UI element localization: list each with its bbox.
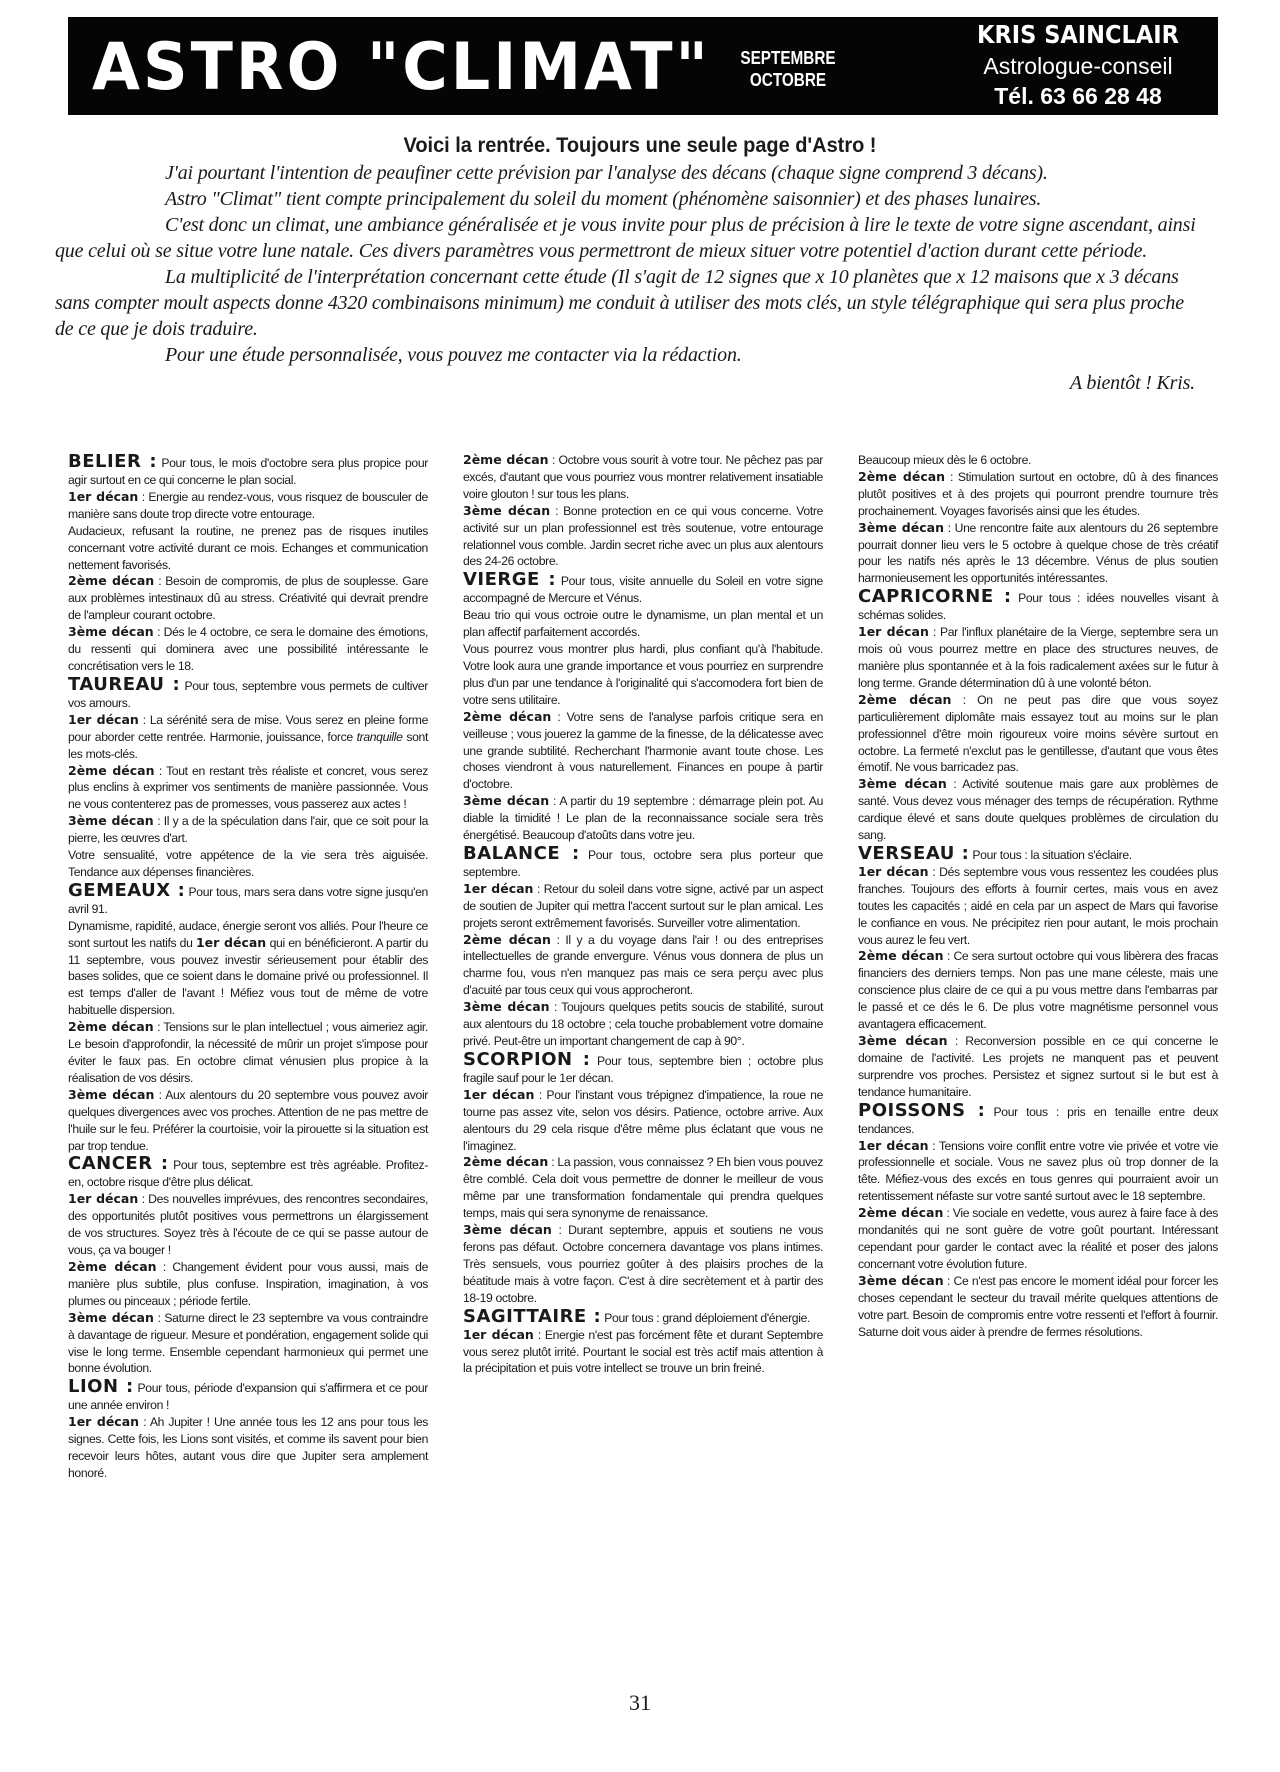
sign-title: TAUREAU : [68, 673, 181, 695]
decan-label: 2ème décan [858, 948, 944, 964]
sign-title: VERSEAU : [858, 842, 970, 864]
decan-text: Des nouvelles imprévues, des rencontres secondaires, des opportunités plutôt positives vous permettrons un élargissement de vos structures. Soyez très à l'écoute de ce qui se passe autour de vous, ça va bouger ! [68, 1192, 428, 1258]
header-banner [68, 17, 1218, 115]
sign-intro: Pour tous : grand déploiement d'énergie. [604, 1310, 811, 1325]
decan-text: Tout en restant très réaliste et concret, vous serez plus enclins à exprimer vos sentiments de manière passionnée. Vous ne vous contenterez pas de promesses, vous passerez aux actes ! [68, 763, 429, 812]
sign-section-taureau: TAUREAU : Pour tous, septembre vous permets de cultiver vos amours. 1er décan : La sérénité sera de mise. Vous serez en pleine forme pour aborder cette rentrée. Harmonie, jouissance, force tranquille sont les mots-clés. 2ème décan : Tout en restant très réaliste et concret, vous serez plus enclins à exprimer vos sentiments de manière passionnée. Vous ne vous contenterez pas de promesses, vous passerez aux actes ! 3ème décan : Il y a de la spéculation dans l'air, que ce soit pour la pierre, les œuvres d'art. Votre sensualité, votre appétence de la vie sera très aiguisée. Tendance aux dépenses financières. [68, 673, 429, 879]
decan-text: Par l'influx planétaire de la Vierge, septembre sera un mois où vous pourrez mettre en place des structures neuves, de manière plus spontannée et à la fois radicalement axées sur le futur à long terme. Grande détermination dû à une volonté béton. [858, 625, 1218, 690]
sign-intro: Pour tous : pris en tenaille entre deux tendances. [858, 1104, 1218, 1136]
intro-paragraph: Astro "Climat" tient compte principalement du soleil du moment (phénomène saisonnier) et des phases lunaires. [165, 188, 1042, 210]
decan-text: Activité soutenue mais gare aux problèmes de santé. Vous devez vous ménager des temps de récupération. Rythme cardique élevé et sans doute quelques problèmes de circulation du sang. [858, 777, 1218, 843]
decan-label: 1er décan [858, 1137, 929, 1153]
decan-label: 1er décan [463, 1086, 535, 1102]
sign-section-gemeaux: GEMEAUX : Pour tous, mars sera dans votre signe jusqu'en avril 91. Dynamisme, rapidité, audace, énergie seront vos alliés. Pour l'heure ce sont surtout les natifs du 1er décan qui en bénéficieront. A partir du 11 septembre, vous pouvez investir sérieusement pour établir des bases solides, que ce soient dans le domaine privé ou professionnel. Il est temps d'aller de l'avant ! Méfiez vous tout de même de votre habituelle dispersion. 2ème décan : Tensions sur le plan intellectuel ; vous aimeriez agir. Le besoin d'approfondir, la nécessité de mûrir un projet s'impose pour éviter le faux pas. En octobre climat vénusien plus propice à la réalisation de vos désirs. 3ème décan : Aux alentours du 20 septembre vous pouvez avoir quelques divergences avec vos proches. Attention de ne pas mettre de l'huile sur le feu. Préférer la courtoisie, voir la pirouette si la situation est par trop tendue. [68, 879, 429, 1153]
decan-label: 3ème décan [463, 793, 550, 809]
author-phone: Tél. 63 66 28 48 [994, 83, 1162, 109]
decan-text: Saturne direct le 23 septembre va vous contraindre à davantage de rigueur. Mesure et pondération, engagement solide qui vise le long terme. Ensemble cependant harmonieux qui permet une bonne évolution. [68, 1310, 429, 1376]
decan-label: 1er décan [463, 880, 534, 896]
decan-label: 3ème décan [68, 1086, 155, 1102]
decan-text: Dés septembre vous vous ressentez les coudées plus franches. Toujours des efforts à fournir certes, mais vous en avez toutes les capacités ; aidé en cela par un aspect de Mars qui favorise le confiance en vous. Ne précipitez rien pour autant, le mois prochain vous aurez le feu vert. [858, 864, 1218, 947]
sign-intro: Pour tous, visite annuelle du Soleil en votre signe accompagné de Mercure et Vénus. [463, 574, 823, 606]
sign-intro: Pour tous, septembre bien ; octobre plus fragile sauf pour le 1er décan. [463, 1053, 823, 1085]
sign-section-cancer: CANCER : Pour tous, septembre est très agréable. Profitez-en, octobre risque d'être plus délicat. 1er décan : Des nouvelles imprévues, des rencontres secondaires, des opportunités plutôt positives vous permettrons un élargissement de vos structures. Soyez très à l'écoute de ce qui se passe autour de vous, ça va bouger ! 2ème décan : Changement évident pour vous aussi, mais de manière plus subtile, plus confuse. Inspiration, imagination, à vos plumes ou pinceaux ; période fertile. 3ème décan : Saturne direct le 23 septembre va vous contraindre à davantage de rigueur. Mesure et pondération, engagement solide qui vise le long terme. Ensemble cependant harmonieux qui permet une bonne évolution. [68, 1153, 429, 1376]
decan-text: Energie au rendez-vous, vous risquez de bousculer de manière sans doute trop directe votre entourage. [68, 489, 428, 521]
decan-text: Aux alentours du 20 septembre vous pouvez avoir quelques divergences avec vos proches. Attention de ne pas mettre de l'huile sur le feu. Préférer la courtoisie, voir la pirouette si la situation est par trop tendue. [68, 1087, 429, 1153]
decan-text: Reconversion possible en ce qui concerne le domaine de l'activité. Les projets ne manquent pas et peuvent surprendre vos proches. Persistez et signez surtout si le but est à tendance humanitaire. [858, 1034, 1219, 1099]
decan-label: 1er décan [68, 1191, 139, 1207]
decan-label: 3ème décan [68, 624, 154, 640]
decan-label: 3ème décan [858, 519, 944, 535]
sign-section-scorpion: SCORPION : Pour tous, septembre bien ; octobre plus fragile sauf pour le 1er décan. 1er décan : Pour l'instant vous trépignez d'impatience, la roue ne tourne pas assez vite, selon vos désirs. Patience, octobre arrive. Aux alentours du 29 cela risque d'être même plus éclatant que vous ne l'imaginez. 2ème décan : La passion, vous connaissez ? Eh bien vous pouvez être comblé. Cela doit vous permettre de donner le meilleur de vous même par une transformation fondamentale qui prendra quelques temps, mais qui sera synonyme de renaissance. 3ème décan : Durant septembre, appuis et soutiens ne vous ferons pas défaut. Octobre concernera davantage vos plans intimes. Très sensuels, vous pourriez goûter à des plaisirs proches de la béatitude mais à votre façon. C'est à dire secrètement et à partir des 18-19 octobre. [463, 1048, 824, 1305]
author-block [948, 19, 1208, 111]
decan-label: 3ème décan [68, 813, 154, 829]
sign-intro: Pour tous, octobre sera plus porteur que septembre. [463, 847, 823, 879]
decan-label: 3ème décan [858, 1272, 944, 1288]
decan-label: 1er décan [858, 624, 929, 640]
intro-paragraph: C'est donc un climat, une ambiance généralisée et je vous invite pour plus de précision à lire le texte de votre signe ascendant, ainsi que celui où se situe votre lune natale. Ces divers paramètres vous permettront de mieux situer votre potentiel d'action durant cette période. [55, 214, 1196, 262]
sign-title: POISSONS : [858, 1099, 986, 1121]
sign-title: CANCER : [68, 1153, 169, 1175]
decan-text: Bonne protection en ce qui vous concerne. Votre activité sur un plan professionnel est très soutenue, votre entourage relationnel vous comble. Jardin secret riche avec un plus aux alentours des 24-26 octobre. [463, 503, 824, 569]
decan-text: Pour l'instant vous trépignez d'impatience, la roue ne tourne pas assez vite, selon vos désirs. Patience, octobre arrive. Aux alentours du 29 cela risque d'être même plus éclatant que vous ne l'imaginez. [463, 1087, 824, 1153]
sign-section-lion-cont: 2ème décan : Octobre vous sourit à votre tour. Ne pêchez pas par excés, d'autant que vous pourriez vous montrer relativement insatiable voire glouton ! sur tous les plans. 3ème décan : Bonne protection en ce qui vous concerne. Votre activité sur un plan professionnel est très soutenue, votre entourage relationnel vous comble. Jardin secret riche avec un plus aux alentours des 24-26 octobre. [463, 452, 824, 569]
sign-intro: Pour tous, septembre est très agréable. Profitez-en, octobre risque d'être plus délicat. [68, 1158, 429, 1190]
decan-label: 2ème décan [463, 452, 549, 467]
decan-text: Votre sensualité, votre appétence de la vie sera très aiguisée. Tendance aux dépenses financières. [68, 848, 428, 879]
sign-intro: Pour tous, période d'expansion qui s'affirmera et ce pour une année environ ! [68, 1381, 428, 1413]
sign-section-sagittaire: SAGITTAIRE : Pour tous : grand déploiement d'énergie. 1er décan : Energie n'est pas forcément fête et durant Septembre vous serez plutôt irrité. Pourtant le social est très actif mais attention à la précipitation et puis votre intellect se trouve un brin freiné. [463, 1305, 823, 1376]
sign-section-belier: BELIER : Pour tous, le mois d'octobre sera plus propice pour agir surtout en ce qui concerne le plan social. 1er décan : Energie au rendez-vous, vous risquez de bousculer de manière sans doute trop directe votre entourage. Audacieux, refusant la routine, ne prenez pas de risques inutiles concernant votre activité durant ce mois. Echanges et communication nettement favorisés. 2ème décan : Besoin de compromis, de plus de souplesse. Gare aux problèmes intestinaux dû au stress. Créativité qui devrait prendre de l'ampleur courant octobre. 3ème décan : Dés le 4 octobre, ce sera le domaine des émotions, du ressenti qui dominera avec une possibilité intéressante le concrétisation vers le 18. [68, 451, 429, 673]
decan-text: Votre sens de l'analyse parfois critique sera en veilleuse ; vous jouerez la gamme de la finesse, de la délicatesse avec une grande subtilité. Recherchant l'harmonie avant toute chose. Les choses viendront à vous naturellement. Finances en poupe à partir d'octobre. [463, 709, 824, 792]
author-name: KRIS SAINCLAIR [977, 20, 1179, 49]
column-2 [463, 452, 823, 1482]
intro-heading: Voici la rentrée. Toujours une seule page d'Astro ! [403, 134, 877, 157]
decan-label: 1er décan [68, 488, 139, 504]
sign-intro: Pour tous, mars sera dans votre signe jusqu'en avril 91. [68, 884, 428, 916]
decan-text: Ce sera surtout octobre qui vous libèrera des fracas financiers des derniers temps. Non pas une mane céleste, mais une conscience plus claire de ce qui a pu vous mettre dans l'embarras par le passé et ce dés le 6. De plus votre magnétisme personnel vous avantagera efficacement. [858, 949, 1219, 1032]
decan-text: Octobre vous sourit à votre tour. Ne pêchez pas par excés, d'autant que vous pourriez vous montrer relativement insatiable voire glouton ! sur tous les plans. [463, 453, 824, 501]
sign-section-capricorne: CAPRICORNE : Pour tous : idées nouvelles visant à schémas solides. 1er décan : Par l'influx planétaire de la Vierge, septembre sera un mois où vous pourrez mettre en place des structures neuves, de manière plus spontannée et à la fois radicalement axées sur le futur à long terme. Grande détermination dû à une volonté béton. 2ème décan : On ne peut pas dire que vous soyez particulièrement diplomâte mais essayez tout au moins sur le plan professionnel d'être moin rigoureux voire moins sévère surtout en octobre. La fermeté n'exclut pas le gentillesse, d'autant que vous êtes émotif. Ne vous barricadez pas. 3ème décan : Activité soutenue mais gare aux problèmes de santé. Vous devez vous ménager des temps de récupération. Rythme cardique élevé et sans doute quelques problèmes de circulation du sang. [858, 586, 1219, 843]
decan-text: Ce n'est pas encore le moment idéal pour forcer les choses cependant le secteur du travail mérite quelques attentions de votre part. Besoin de compromis entre votre ressenti et l'effort à fournir. Saturne doit vous aider à prendre de fermes résolutions. [858, 1273, 1219, 1339]
sign-body: Beau trio qui vous octroie outre le dynamisme, un plan mental et un plan affectif parfaitement accordés. [463, 608, 823, 640]
decan-text: A partir du 19 septembre : démarrage plein pot. Au diable la timidité ! Le plan de la reconnaissance sociale sera très énergétisé. Beaucoup d'atoûts dans votre jeu. [463, 794, 824, 843]
decan-text: Audacieux, refusant la routine, ne prenez pas de risques inutiles concernant votre activité durant ce mois. Echanges et communication nettement favorisés. [68, 523, 428, 572]
decan-text: Tensions voire conflit entre votre vie privée et votre vie professionnelle et sociale. Vous ne savez plus où trop donner de la tête. Méfiez-vous des excés en tous genres qui pourraient avoir un retentissement néfaste sur votre santé surtout avec le 18 septembre. [858, 1138, 1218, 1204]
sign-intro: Pour tous : idées nouvelles visant à schémas solides. [858, 591, 1218, 623]
decan-text: Il y a de la spéculation dans l'air, que ce soit pour la pierre, les œuvres d'art. [68, 814, 428, 846]
column-1 [68, 452, 428, 1482]
sign-intro: Pour tous, septembre vous permets de cultiver vos amours. [68, 678, 428, 710]
sign-intro: Pour tous, le mois d'octobre sera plus propice pour agir surtout en ce qui concerne le plan social. [68, 456, 429, 487]
decan-label: 2ème décan [858, 691, 952, 707]
sign-section-lion: LION : Pour tous, période d'expansion qui s'affirmera et ce pour une année environ ! 1er décan : Ah Jupiter ! Une année tous les 12 ans pour tous les signes. Cette fois, les Lions sont visités, et comme ils savent pour bien recevoir leurs hôtes, autant vous dire que Jupiter sera amplement honoré. [68, 1376, 429, 1480]
decan-label: 3ème décan [463, 999, 550, 1015]
intro-paragraph: J'ai pourtant l'intention de peaufiner cette prévision par l'analyse des décans (chaque signe comprend 3 décans). [165, 162, 1048, 184]
decan-text: Toujours quelques petits soucis de stabilité, surout aux alentours du 18 octobre ; cela touche probablement votre domaine privé. Peut-être un important changement de cap à 90°. [463, 1000, 824, 1048]
emphasis-text: tranquille [356, 729, 403, 744]
sign-section-sagittaire-cont: Beaucoup mieux dès le 6 octobre. 2ème décan : Stimulation surtout en octobre, dû à des finances plutôt positives et à des projets qui pourront prendre tournure très prochainement. Voyages favorisés ainsi que les études. 3ème décan : Une rencontre faite aux alentours du 26 septembre pourrait donner lieu vers le 5 octobre à quelque chose de très créatif pour les natifs nés après le 13 décembre. Vénus de plus soutien harmonieusement les opportunités intéressantes. [858, 453, 1219, 586]
decan-text: Tensions sur le plan intellectuel ; vous aimeriez agir. Le besoin d'approfondir, la nécessité de mûrir un projet s'impose pour éviter le faux pas. En octobre climat vénusien plus propice à la réalisation de vos désirs. [68, 1020, 429, 1085]
sign-body: Vous pourrez vous montrer plus hardi, plus confiant qu'à l'habitude. Votre look aura une grande importance et vous pourriez en surprendre plus d'un par une tendance à l'originalité qui s'accomodera fort bien de votre sens utilitaire. [463, 642, 823, 707]
decan-label: 2ème décan [68, 573, 155, 589]
magazine-section-title: ASTRO "CLIMAT" [92, 28, 711, 105]
decan-label: 2ème décan [68, 762, 155, 778]
decan-text: Retour du soleil dans votre signe, activé par un aspect de soutien de Jupiter qui mettra l'accent surtout sur le plan amical. Les projets seront extrêmement favorisés. Surveiller votre alimentation. [463, 881, 823, 930]
decan-text: Durant septembre, appuis et soutiens ne vous ferons pas défaut. Octobre concernera davantage vos plans intimes. Très sensuels, vous pourriez goûter à des plaisirs proches de la béatitude mais à votre façon. C'est à dire secrètement et à partir des 18-19 octobre. [463, 1223, 824, 1305]
decan-text: Une rencontre faite aux alentours du 26 septembre pourrait donner lieu vers le 5 octobre à quelque chose de très créatif pour les natifs nés après le 13 décembre. Vénus de plus soutien harmonieusement les opportunités intéressantes. [858, 520, 1219, 586]
decan-label: 1er décan [195, 934, 267, 950]
decan-label: 2ème décan [68, 1019, 154, 1035]
decan-text: La passion, vous connaissez ? Eh bien vous pouvez être comblé. Cela doit vous permettre de donner le meilleur de vous même par une transformation fondamentale qui prendra quelques temps, mais qui sera synonyme de renaissance. [463, 1155, 823, 1221]
decan-text: Dés le 4 octobre, ce sera le domaine des émotions, du ressenti qui dominera avec une possibilité intéressante le concrétisation vers le 18. [68, 625, 428, 673]
decan-label: 3ème décan [858, 1033, 948, 1048]
month-september: SEPTEMBRE [740, 48, 836, 68]
decan-text: Besoin de compromis, de plus de souplesse. Gare aux problèmes intestinaux dû au stress. Créativité qui devrait prendre de l'ampleur courant octobre. [68, 574, 429, 623]
decan-text: Beaucoup mieux dès le 6 octobre. [858, 453, 1032, 467]
page-number: 31 [629, 1690, 651, 1715]
decan-label: 2ème décan [463, 1154, 549, 1170]
sign-section-verseau: VERSEAU : Pour tous : la situation s'éclaire. 1er décan : Dés septembre vous vous ressentez les coudées plus franches. Toujours des efforts à fournir certes, mais vous en avez toutes les capacités ; aidé en cela par un aspect de Mars qui favorise le confiance en vous. Ne précipitez rien pour autant, le mois prochain vous aurez le feu vert. 2ème décan : Ce sera surtout octobre qui vous libèrera des fracas financiers des derniers temps. Non pas une mane céleste, mais une conscience plus claire de ce qui a pu vous mettre dans l'embarras par le passé et ce dés le 6. De plus votre magnétisme personnel vous avantagera efficacement. 3ème décan : Reconversion possible en ce qui concerne le domaine de l'activité. Les projets ne manquent pas et peuvent surprendre vos proches. Persistez et signez surtout si le but est à tendance humanitaire. [858, 842, 1219, 1099]
sign-title: LION : [68, 1376, 134, 1398]
intro-paragraph: Pour une étude personnalisée, vous pouvez me contacter via la rédaction. [165, 344, 742, 366]
decan-label: 2ème décan [463, 708, 552, 724]
sign-section-vierge: VIERGE : Pour tous, visite annuelle du Soleil en votre signe accompagné de Mercure et Vénus. Beau trio qui vous octroie outre le dynamisme, un plan mental et un plan affectif parfaitement accordés. Vous pourrez vous montrer plus hardi, plus confiant qu'à l'habitude. Votre look aura une grande importance et vous pourriez en surprendre plus d'un par une tendance à l'originalité qui s'accomodera fort bien de votre sens utilitaire. 2ème décan : Votre sens de l'analyse parfois critique sera en veilleuse ; vous jouerez la gamme de la finesse, de la délicatesse avec une grande subtilité. Recherchant l'harmonie avant toute chose. Les choses viendront à vous naturellement. Finances en poupe à partir d'octobre. 3ème décan : A partir du 19 septembre : démarrage plein pot. Au diable la timidité ! Le plan de la reconnaissance sociale sera très énergétisé. Beaucoup d'atoûts dans votre jeu. [463, 569, 824, 843]
decan-text: Il y a du voyage dans l'air ! ou des entreprises intellectuelles de grande envergure. Vénus vous donnera de plus un charme fou, vous n'en manquez pas mais ce sera perçu avec plus d'acuité par tous ceux qui vous approcheront. [463, 932, 823, 998]
decan-text: On ne peut pas dire que vous soyez particulièrement diplomâte mais essayez tout au moins sur le plan professionnel d'être moin rigoureux voire moins sévère surtout en octobre. La fermeté n'exclut pas le gentillesse, d'autant que vous êtes émotif. Ne vous barricadez pas. [858, 692, 1219, 775]
decan-text: Ah Jupiter ! Une année tous les 12 ans pour tous les signes. Cette fois, les Lions sont visités, et comme ils savent pour bien recevoir leurs hôtes, autant vous dire que Jupiter sera amplement honoré. [68, 1415, 429, 1480]
sign-title: GEMEAUX : [68, 879, 186, 901]
horoscope-columns [68, 452, 1218, 1482]
decan-label: 2ème décan [858, 1205, 944, 1221]
sign-section-poissons: POISSONS : Pour tous : pris en tenaille entre deux tendances. 1er décan : Tensions voire conflit entre votre vie privée et votre vie professionnelle et sociale. Vous ne savez plus où trop donner de la tête. Méfiez-vous des excés en tous genres qui pourraient avoir un retentissement néfaste sur votre santé surtout avec le 18 septembre. 2ème décan : Vie sociale en vedette, vous aurez à faire face à des mondanités qui ne sont guère de votre goût pourtant. Intéressant cependant pour garder le contact avec la réalité et poser des jalons concernant votre évolution future. 3ème décan : Ce n'est pas encore le moment idéal pour forcer les choses cependant le secteur du travail mérite quelques attentions de votre part. Besoin de compromis entre votre ressenti et l'effort à fournir. Saturne doit vous aider à prendre de fermes résolutions. [858, 1099, 1219, 1339]
sign-title: SAGITTAIRE : [463, 1305, 602, 1327]
decan-text: Changement évident pour vous aussi, mais de manière plus subtile, plus confuse. Inspiration, imagination, à vos plumes ou pinceaux ; période fertile. [68, 1259, 429, 1308]
sign-title: BALANCE : [463, 842, 580, 864]
decan-text: Vie sociale en vedette, vous aurez à faire face à des mondanités qui ne sont guère de votre goût pourtant. Intéressant cependant pour garder le contact avec la réalité et poser des jalons concernant votre évolution future. [858, 1206, 1219, 1271]
issue-months [737, 47, 839, 91]
sign-title: CAPRICORNE : [858, 586, 1012, 608]
sign-title: VIERGE : [463, 569, 557, 591]
decan-label: 1er décan [68, 711, 139, 727]
decan-label: 2ème décan [463, 931, 551, 947]
decan-label: 3ème décan [463, 1222, 552, 1238]
decan-label: 3ème décan [68, 1309, 154, 1325]
author-role: Astrologue-conseil [983, 53, 1173, 79]
decan-label: 3ème décan [463, 502, 551, 518]
column-3 [858, 452, 1218, 1482]
decan-label: 1er décan [463, 1326, 534, 1342]
sign-section-balance: BALANCE : Pour tous, octobre sera plus porteur que septembre. 1er décan : Retour du soleil dans votre signe, activé par un aspect de soutien de Jupiter qui mettra l'accent surtout sur le plan amical. Les projets seront extrêmement favorisés. Surveiller votre alimentation. 2ème décan : Il y a du voyage dans l'air ! ou des entreprises intellectuelles de grande envergure. Vénus vous donnera de plus un charme fou, vous n'en manquez pas mais ce sera perçu avec plus d'acuité par tous ceux qui vous approcheront. 3ème décan : Toujours quelques petits soucis de stabilité, surout aux alentours du 18 octobre ; cela touche probablement votre domaine privé. Peut-être un important changement de cap à 90°. [463, 842, 824, 1048]
month-october: OCTOBRE [749, 70, 827, 90]
decan-label: 1er décan [858, 863, 929, 879]
decan-text: Stimulation surtout en octobre, dû à des finances plutôt positives et à des projets qui pourront prendre tournure très prochainement. Voyages favorisés ainsi que les études. [858, 469, 1219, 518]
sign-title: SCORPION : [463, 1048, 591, 1070]
intro-signature: A bientôt ! Kris. [1069, 372, 1195, 394]
decan-text: La sérénité sera de mise. Vous serez en pleine forme pour aborder cette rentrée. Harmonie, jouissance, force [68, 712, 429, 744]
intro-text [55, 160, 1205, 396]
decan-label: 2ème décan [858, 468, 946, 484]
decan-label: 1er décan [68, 1414, 140, 1430]
intro-paragraph: La multiplicité de l'interprétation concernant cette étude (Il s'agit de 12 signes que x 10 planètes que x 12 maisons que x 3 décans sans compter moult aspects donne 4320 combinaisons minimum) me conduit à utiliser des mots clés, un style télégraphique qui sera plus proche de ce que je dois traduire. [55, 266, 1184, 340]
decan-label: 3ème décan [858, 776, 947, 792]
sign-title: BELIER : [68, 451, 158, 472]
decan-label: 2ème décan [68, 1258, 157, 1274]
decan-text: Energie n'est pas forcément fête et durant Septembre vous serez plutôt irrité. Pourtant le social est très actif mais attention à la précipitation et puis votre intellect se trouve un brin freiné. [463, 1327, 823, 1376]
sign-intro: Pour tous : la situation s'éclaire. [972, 847, 1132, 862]
